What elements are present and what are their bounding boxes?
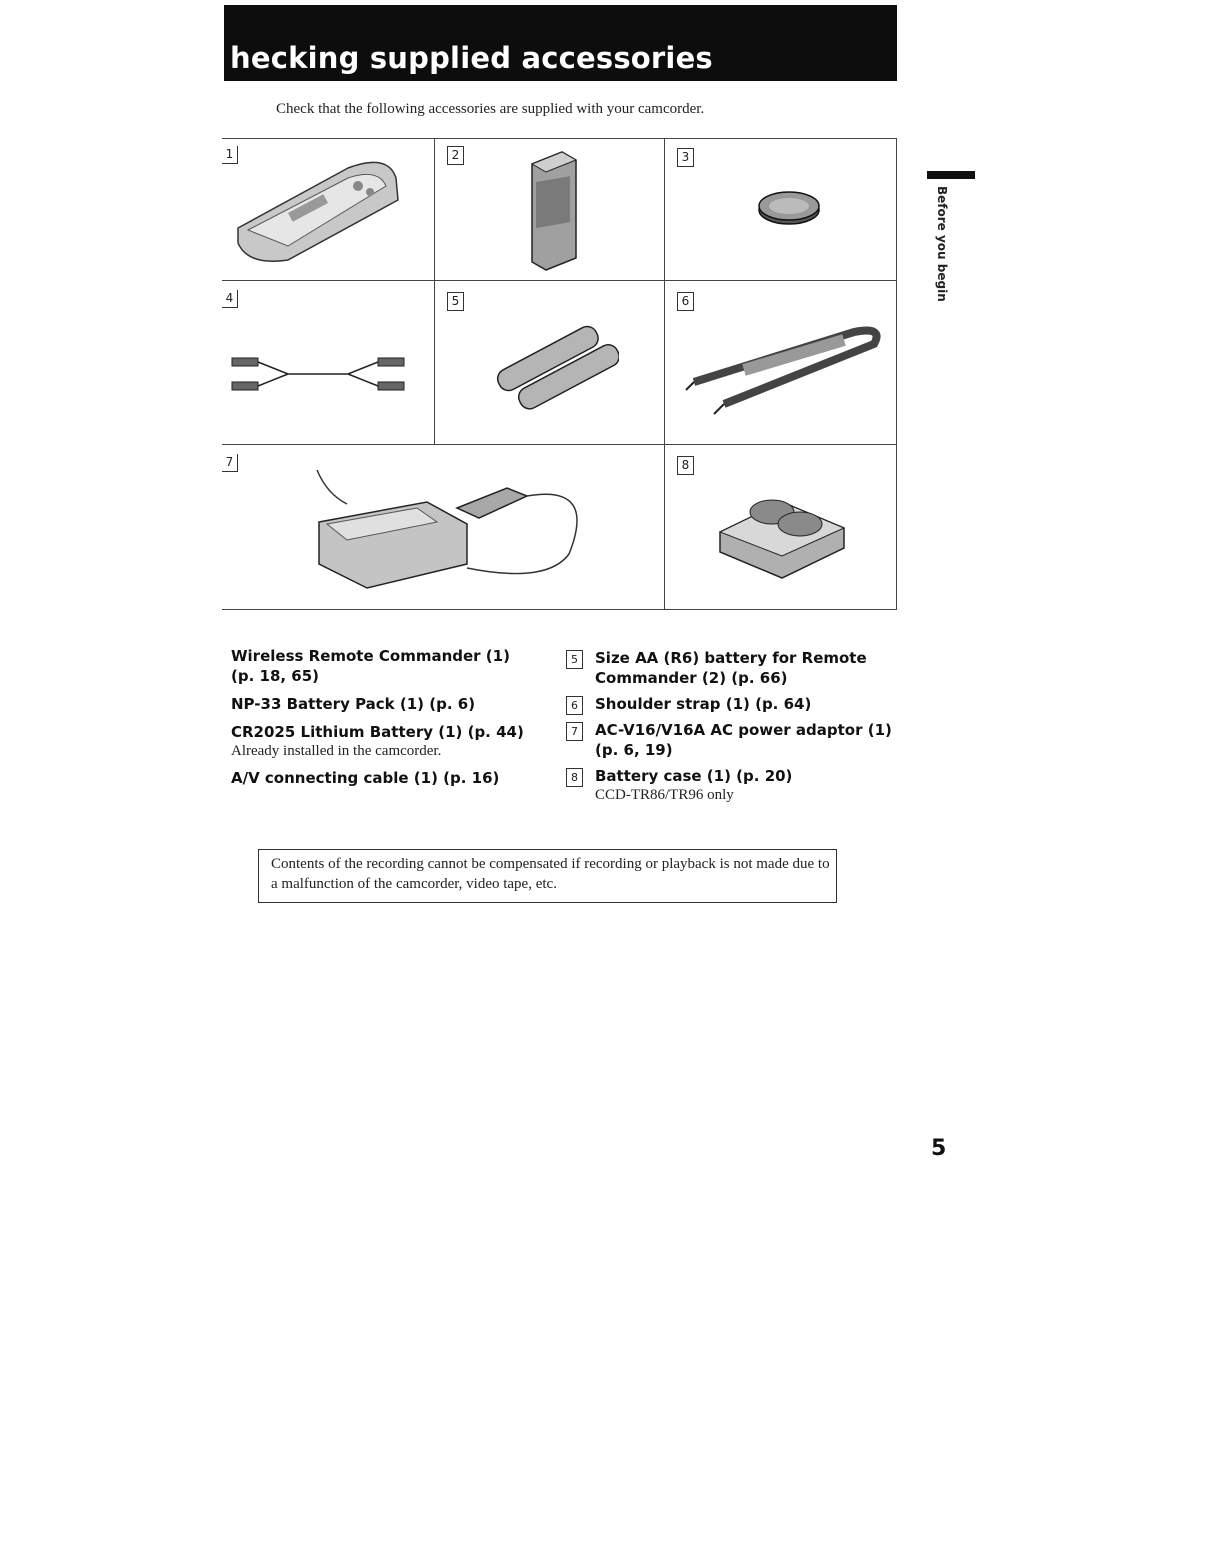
item-number-badge: 2 xyxy=(447,146,464,165)
list-item-title: NP-33 Battery Pack (1) (p. 6) xyxy=(231,695,476,713)
intro-text: Check that the following accessories are supplied with your camcorder. xyxy=(276,101,705,117)
section-tab-label: Before you begin xyxy=(935,186,949,302)
figure-cell-7 xyxy=(222,444,664,609)
list-item xyxy=(566,766,896,804)
item-number-badge: 8 xyxy=(677,456,694,475)
figure-cell-5 xyxy=(434,280,664,444)
accessory-list-left xyxy=(231,646,531,796)
item-number-badge: 4 xyxy=(222,290,238,308)
figure-cell-8 xyxy=(664,444,896,609)
list-item xyxy=(566,694,896,714)
item-number-badge: 1 xyxy=(222,146,238,164)
list-item xyxy=(231,646,531,686)
figure-cell-2 xyxy=(434,138,664,280)
item-number-badge: 7 xyxy=(566,722,583,741)
list-item-title: AC-V16/V16A AC power adaptor (1) (p. 6, 19) xyxy=(595,721,892,759)
lithium-coin-battery-icon xyxy=(754,188,824,228)
item-number-badge: 5 xyxy=(566,650,583,669)
list-item xyxy=(231,694,531,714)
figure-cell-1 xyxy=(222,138,434,280)
list-item-title: CR2025 Lithium Battery (1) (p. 44) xyxy=(231,723,524,741)
notice-box: Contents of the recording cannot be compensated if recording or playback is not made due to a malfunction of the camcorder, video tape, etc. xyxy=(258,849,837,903)
page-number: 5 xyxy=(931,1136,947,1161)
list-item-title: A/V connecting cable (1) (p. 16) xyxy=(231,769,500,787)
list-item-title: Size AA (R6) battery for Remote Commander (2) (p. 66) xyxy=(595,649,867,687)
list-item-note: Already installed in the camcorder. xyxy=(231,743,442,759)
item-number-badge: 8 xyxy=(566,768,583,787)
figure-cell-6 xyxy=(664,280,896,444)
item-number-badge: 6 xyxy=(677,292,694,311)
page-title: hecking supplied accessories xyxy=(230,41,713,75)
list-item xyxy=(566,648,896,688)
remote-commander-icon xyxy=(228,148,428,268)
list-item xyxy=(231,768,531,788)
list-item xyxy=(566,720,896,760)
list-item-title: Battery case (1) (p. 20) xyxy=(595,767,793,785)
item-number-badge: 3 xyxy=(677,148,694,167)
figure-cell-4 xyxy=(222,280,434,444)
section-tab-marker xyxy=(927,171,975,179)
item-number-badge: 6 xyxy=(566,696,583,715)
grid-line xyxy=(896,138,897,609)
list-item-title: Wireless Remote Commander (1) (p. 18, 65) xyxy=(231,647,510,685)
item-number-badge: 7 xyxy=(222,454,238,472)
title-bar xyxy=(224,5,897,81)
figure-cell-3 xyxy=(664,138,896,280)
list-item-title: Shoulder strap (1) (p. 64) xyxy=(595,695,812,713)
item-number-badge: 5 xyxy=(447,292,464,311)
av-cable-icon xyxy=(228,350,418,400)
ac-power-adaptor-icon xyxy=(307,464,587,599)
shoulder-strap-icon xyxy=(684,320,894,420)
aa-batteries-icon xyxy=(489,320,619,420)
grid-line xyxy=(222,609,897,610)
battery-pack-icon xyxy=(514,146,594,274)
accessories-figure xyxy=(222,138,897,610)
accessory-list-right xyxy=(566,648,896,810)
list-item-note: CCD-TR86/TR96 only xyxy=(595,787,734,803)
list-item xyxy=(231,722,531,760)
battery-case-icon xyxy=(712,482,852,582)
